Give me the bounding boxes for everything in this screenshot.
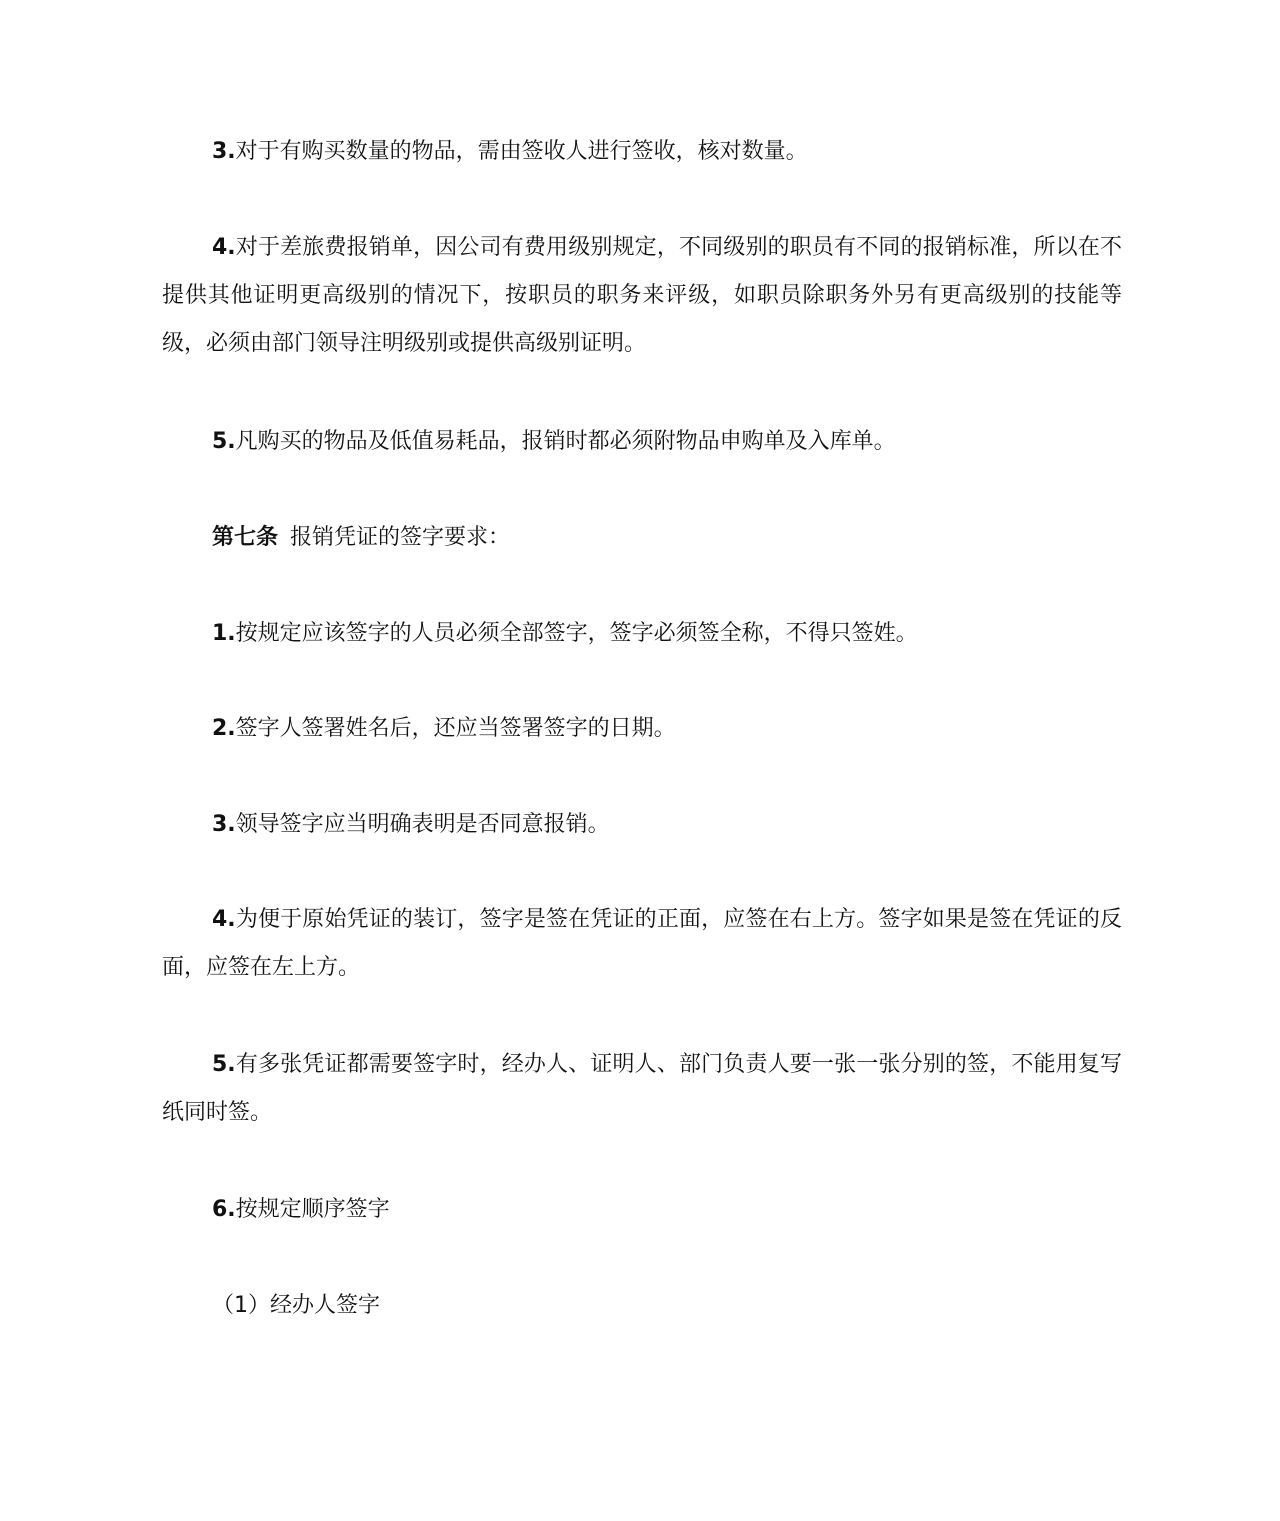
paragraph-sign-item-4 <box>162 896 1122 992</box>
article-number: 第七条 <box>212 525 279 550</box>
paragraph-text: 为便于原始凭证的装订，签字是签在凭证的正面，应签在右上方。签字如果是签在凭证的反面，应签在左上方。 <box>162 907 1122 980</box>
item-number: 6. <box>212 1197 236 1222</box>
paragraph-sign-item-5 <box>162 1041 1122 1137</box>
item-number: 3. <box>212 812 236 837</box>
item-number: 4. <box>212 907 236 932</box>
paragraph-text: 签字人签署姓名后，还应当签署签字的日期。 <box>235 716 676 741</box>
item-number: 2. <box>212 716 236 741</box>
article-seven-heading <box>162 514 1122 562</box>
paragraph-sign-item-1 <box>162 610 1122 658</box>
paragraph-sub-item-1 <box>162 1282 1122 1330</box>
paragraph-text: 领导签字应当明确表明是否同意报销。 <box>235 812 610 837</box>
paragraph-text: 按规定顺序签字 <box>235 1197 390 1222</box>
paragraph-text: 对于有购买数量的物品，需由签收人进行签收，核对数量。 <box>235 139 808 164</box>
item-number: 5. <box>212 1052 236 1077</box>
paragraph-sign-item-6 <box>162 1186 1122 1234</box>
item-number: 5. <box>212 429 236 454</box>
item-number: 4. <box>212 235 236 260</box>
paragraph-text: （1）经办人签字 <box>212 1293 380 1318</box>
article-title: 报销凭证的签字要求： <box>290 525 511 550</box>
paragraph-text: 对于差旅费报销单，因公司有费用级别规定，不同级别的职员有不同的报销标准，所以在不提供其他证明更高级别的情况下，按职员的职务来评级，如职员除职务外另有更高级别的技能等级，必须由部门领导注明级别或提供高级别证明。 <box>162 235 1122 356</box>
paragraph-text: 有多张凭证都需要签字时，经办人、证明人、部门负责人要一张一张分别的签，不能用复写纸同时签。 <box>162 1052 1122 1125</box>
paragraph-sign-item-2 <box>162 705 1122 753</box>
paragraph-text: 凡购买的物品及低值易耗品，报销时都必须附物品申购单及入库单。 <box>235 429 896 454</box>
item-number: 3. <box>212 139 236 164</box>
paragraph-item-4-travel-expense <box>162 224 1122 368</box>
paragraph-text: 按规定应该签字的人员必须全部签字，签字必须签全称，不得只签姓。 <box>235 621 918 646</box>
paragraph-item-5-purchase <box>162 418 1122 466</box>
item-number: 1. <box>212 621 236 646</box>
paragraph-item-3-quantity <box>162 128 1122 176</box>
paragraph-sign-item-3 <box>162 801 1122 849</box>
